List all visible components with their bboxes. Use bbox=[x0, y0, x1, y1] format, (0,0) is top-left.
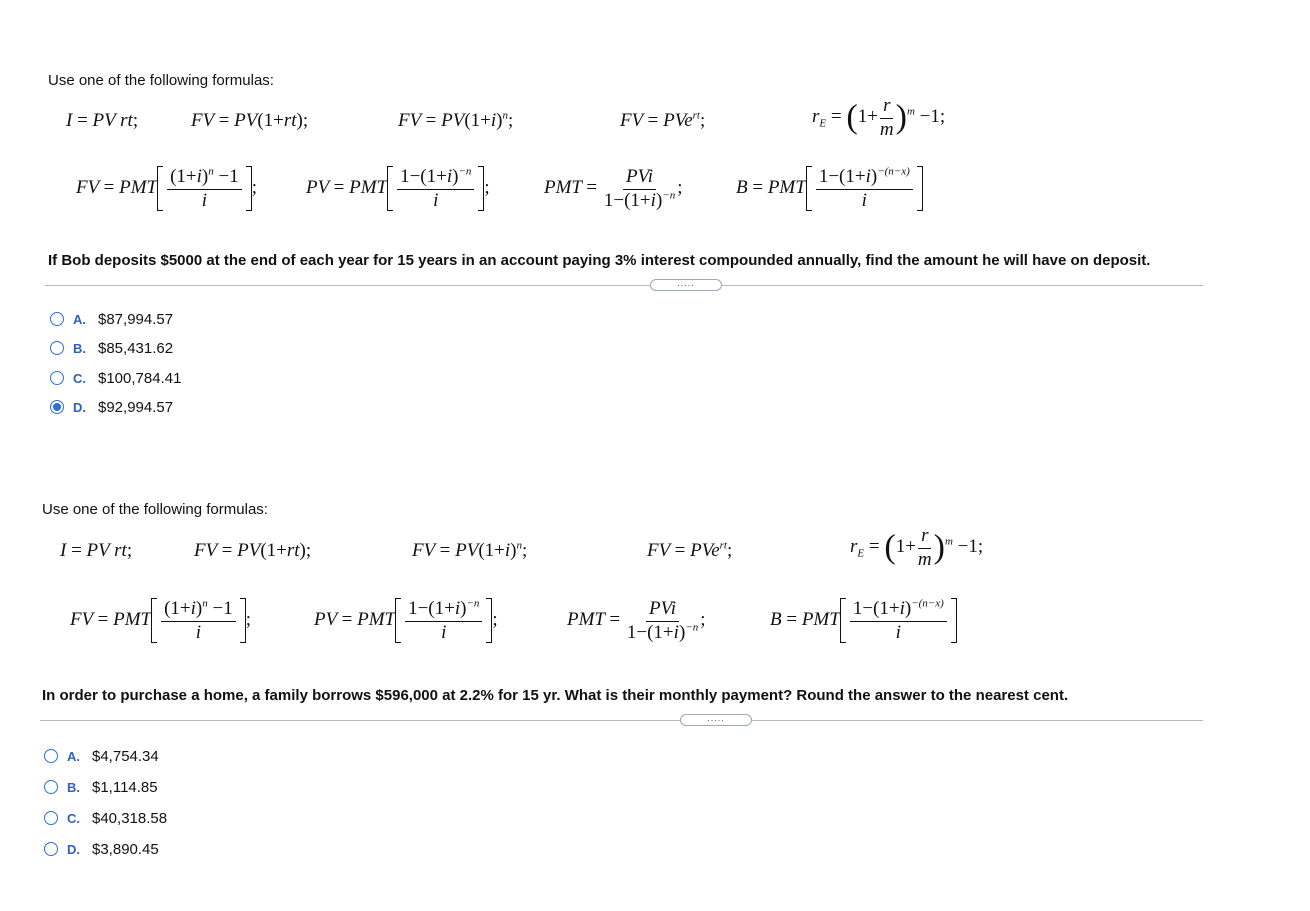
formula-pv-annuity: PV = PMT $\frac{1-(1+i)^{-n}}{i}$ ; bbox=[314, 597, 498, 643]
formula-balance: B = PMT $\frac{1-(1+i)^{-(n-x)}}{i}$ bbox=[770, 598, 957, 643]
radio-button[interactable] bbox=[44, 811, 58, 825]
formula-fv-continuous: FV = PVe$^{rt}$; bbox=[647, 539, 733, 561]
formula-fv-continuous: FV = PVe$^{rt}$; bbox=[620, 109, 706, 131]
option-letter: A. bbox=[73, 311, 86, 327]
formula-fv-annuity: FV = PMT $\frac{(1+i)^n -1}{i}$ ; bbox=[76, 165, 257, 211]
option-c[interactable] bbox=[44, 807, 167, 829]
radio-button[interactable] bbox=[44, 842, 58, 856]
radio-button[interactable] bbox=[44, 780, 58, 794]
option-letter: D. bbox=[67, 841, 80, 857]
formula-fv-simple: FV = PV(1+rt); bbox=[191, 110, 309, 131]
formulas-intro: Use one of the following formulas: bbox=[42, 501, 268, 518]
divider bbox=[40, 720, 1203, 721]
formula-balance: B = PMT $\frac{1-(1+i)^{-(n-x)}}{i}$ bbox=[736, 166, 923, 211]
radio-button[interactable] bbox=[44, 749, 58, 763]
option-value: $100,784.41 bbox=[98, 369, 182, 387]
formula-fv-annuity: FV = PMT $\frac{(1+i)^n -1}{i}$ ; bbox=[70, 597, 251, 643]
formula-pmt: PMT = $\frac{\text{PVi}}{1-(1+i)^{-n}}$ ; bbox=[567, 598, 706, 643]
question-text: In order to purchase a home, a family borrows $596,000 at 2.2% for 15 yr. What is their monthly payment? Round the answer to the nearest cent. bbox=[42, 687, 1069, 704]
formula-pmt: PMT = $\frac{\text{PVi}}{1-(1+i)^{-n}}$ ; bbox=[544, 166, 683, 211]
formulas-intro: Use one of the following formulas: bbox=[48, 72, 274, 89]
option-value: $87,994.57 bbox=[98, 310, 174, 328]
option-value: $85,431.62 bbox=[98, 339, 174, 357]
question-text: If Bob deposits $5000 at the end of each year for 15 years in an account paying 3% interest compounded annually, find the amount he will have on deposit. bbox=[48, 252, 1151, 269]
option-value: $3,890.45 bbox=[92, 840, 159, 858]
formula-fv-compound: FV = $PV(1+i)^n$; bbox=[412, 539, 528, 561]
option-a[interactable] bbox=[44, 745, 159, 767]
option-b[interactable] bbox=[44, 776, 158, 798]
option-value: $1,114.85 bbox=[92, 778, 158, 796]
option-value: $40,318.58 bbox=[92, 809, 168, 827]
formula-pv-annuity: PV = PMT $\frac{1-(1+i)^{-n}}{i}$ ; bbox=[306, 165, 490, 211]
option-letter: A. bbox=[67, 748, 80, 764]
expand-toggle[interactable]: ..... bbox=[680, 714, 752, 726]
option-letter: C. bbox=[73, 370, 86, 386]
expand-toggle[interactable]: ..... bbox=[650, 279, 722, 291]
option-letter: D. bbox=[73, 399, 86, 415]
option-value: $4,754.34 bbox=[92, 747, 159, 765]
formula-effective-rate: $r_E = (1+$ $\frac{r}{m}$ )$^m$ −1; bbox=[850, 525, 984, 570]
option-d[interactable] bbox=[44, 838, 159, 860]
option-letter: C. bbox=[67, 810, 80, 826]
formula-simple-interest: I = PV rt; bbox=[66, 110, 139, 131]
formula-fv-compound: FV = $PV(1+i)^n$; bbox=[398, 109, 514, 131]
formula-fv-simple: FV = PV(1+rt); bbox=[194, 540, 312, 561]
formula-simple-interest: I = PV rt; bbox=[60, 540, 133, 561]
option-letter: B. bbox=[73, 340, 86, 356]
formula-effective-rate: $r_E = (1+$ $\frac{r}{m}$ )$^m$ −1; bbox=[812, 95, 946, 140]
option-letter: B. bbox=[67, 779, 80, 795]
option-value: $92,994.57 bbox=[98, 398, 174, 416]
